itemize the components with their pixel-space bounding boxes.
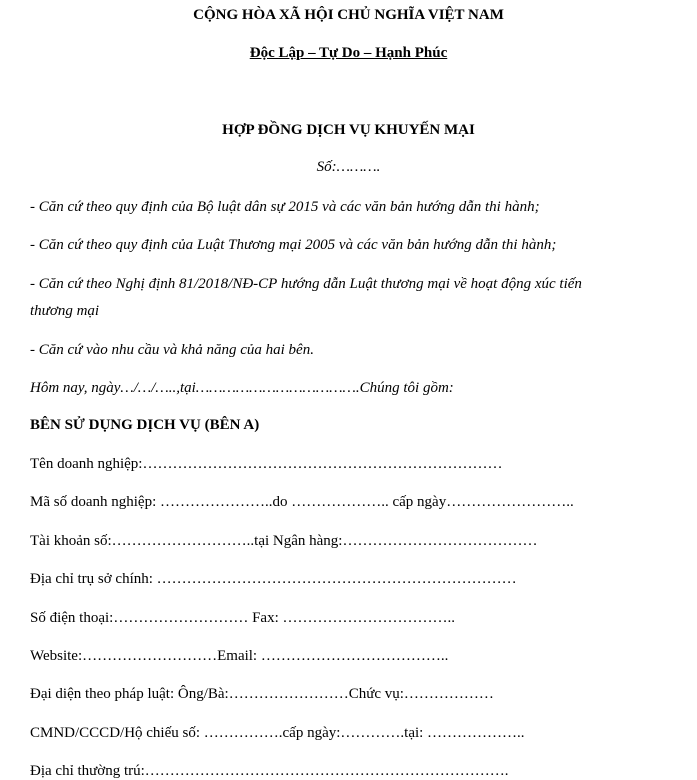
preamble-mutual-needs: - Căn cứ vào nhu cầu và khả năng của hai bên. — [30, 342, 314, 358]
preamble-civil-code: - Căn cứ theo quy định của Bộ luật dân sự 2015 và các văn bản hướng dẫn thi hành; — [30, 199, 540, 215]
field-bank-account: Tài khoản số:………………………..tại Ngân hàng:………………………………… — [30, 533, 538, 549]
preamble-decree: - Căn cứ theo Nghị định 81/2018/NĐ-CP hướng dẫn Luật thương mại về hoạt động xúc tiến — [30, 276, 582, 292]
field-id-document: CMND/CCCD/Hộ chiếu số: …………….cấp ngày:………….tại: ……………….. — [30, 725, 525, 741]
field-company-name: Tên doanh nghiệp:……………………………………………………………… — [30, 456, 503, 472]
field-enterprise-code: Mã số doanh nghiệp: …………………..do ……………….. cấp ngày…………………….. — [30, 494, 574, 510]
national-motto: Độc Lập – Tự Do – Hạnh Phúc — [249, 45, 448, 61]
country-heading: CỘNG HÒA XÃ HỘI CHỦ NGHĨA VIỆT NAM — [193, 7, 504, 23]
field-legal-representative: Đại diện theo pháp luật: Ông/Bà:……………………Chức vụ:……………… — [30, 686, 494, 702]
contract-title: HỢP ĐỒNG DỊCH VỤ KHUYẾN MẠI — [222, 122, 475, 138]
field-head-office-address: Địa chỉ trụ sở chính: ……………………………………………………………… — [30, 571, 517, 587]
preamble-commercial-law: - Căn cứ theo quy định của Luật Thương mại 2005 và các văn bản hướng dẫn thi hành; — [30, 237, 557, 253]
field-website-email: Website:………………………Email: ……………………………….. — [30, 648, 449, 664]
party-a-heading: BÊN SỬ DỤNG DỊCH VỤ (BÊN A) — [30, 417, 260, 433]
contract-number: Số:………. — [316, 159, 381, 175]
date-place-line: Hôm nay, ngày…/…/…..,tại……………………………….Chúng tôi gồm: — [30, 380, 454, 396]
preamble-decree-continued: thương mại — [30, 303, 100, 319]
field-phone-fax: Số điện thoại:……………………… Fax: …………………………….. — [30, 610, 455, 626]
field-permanent-address: Địa chỉ thường trú:………………………………………………………………. — [30, 763, 509, 779]
